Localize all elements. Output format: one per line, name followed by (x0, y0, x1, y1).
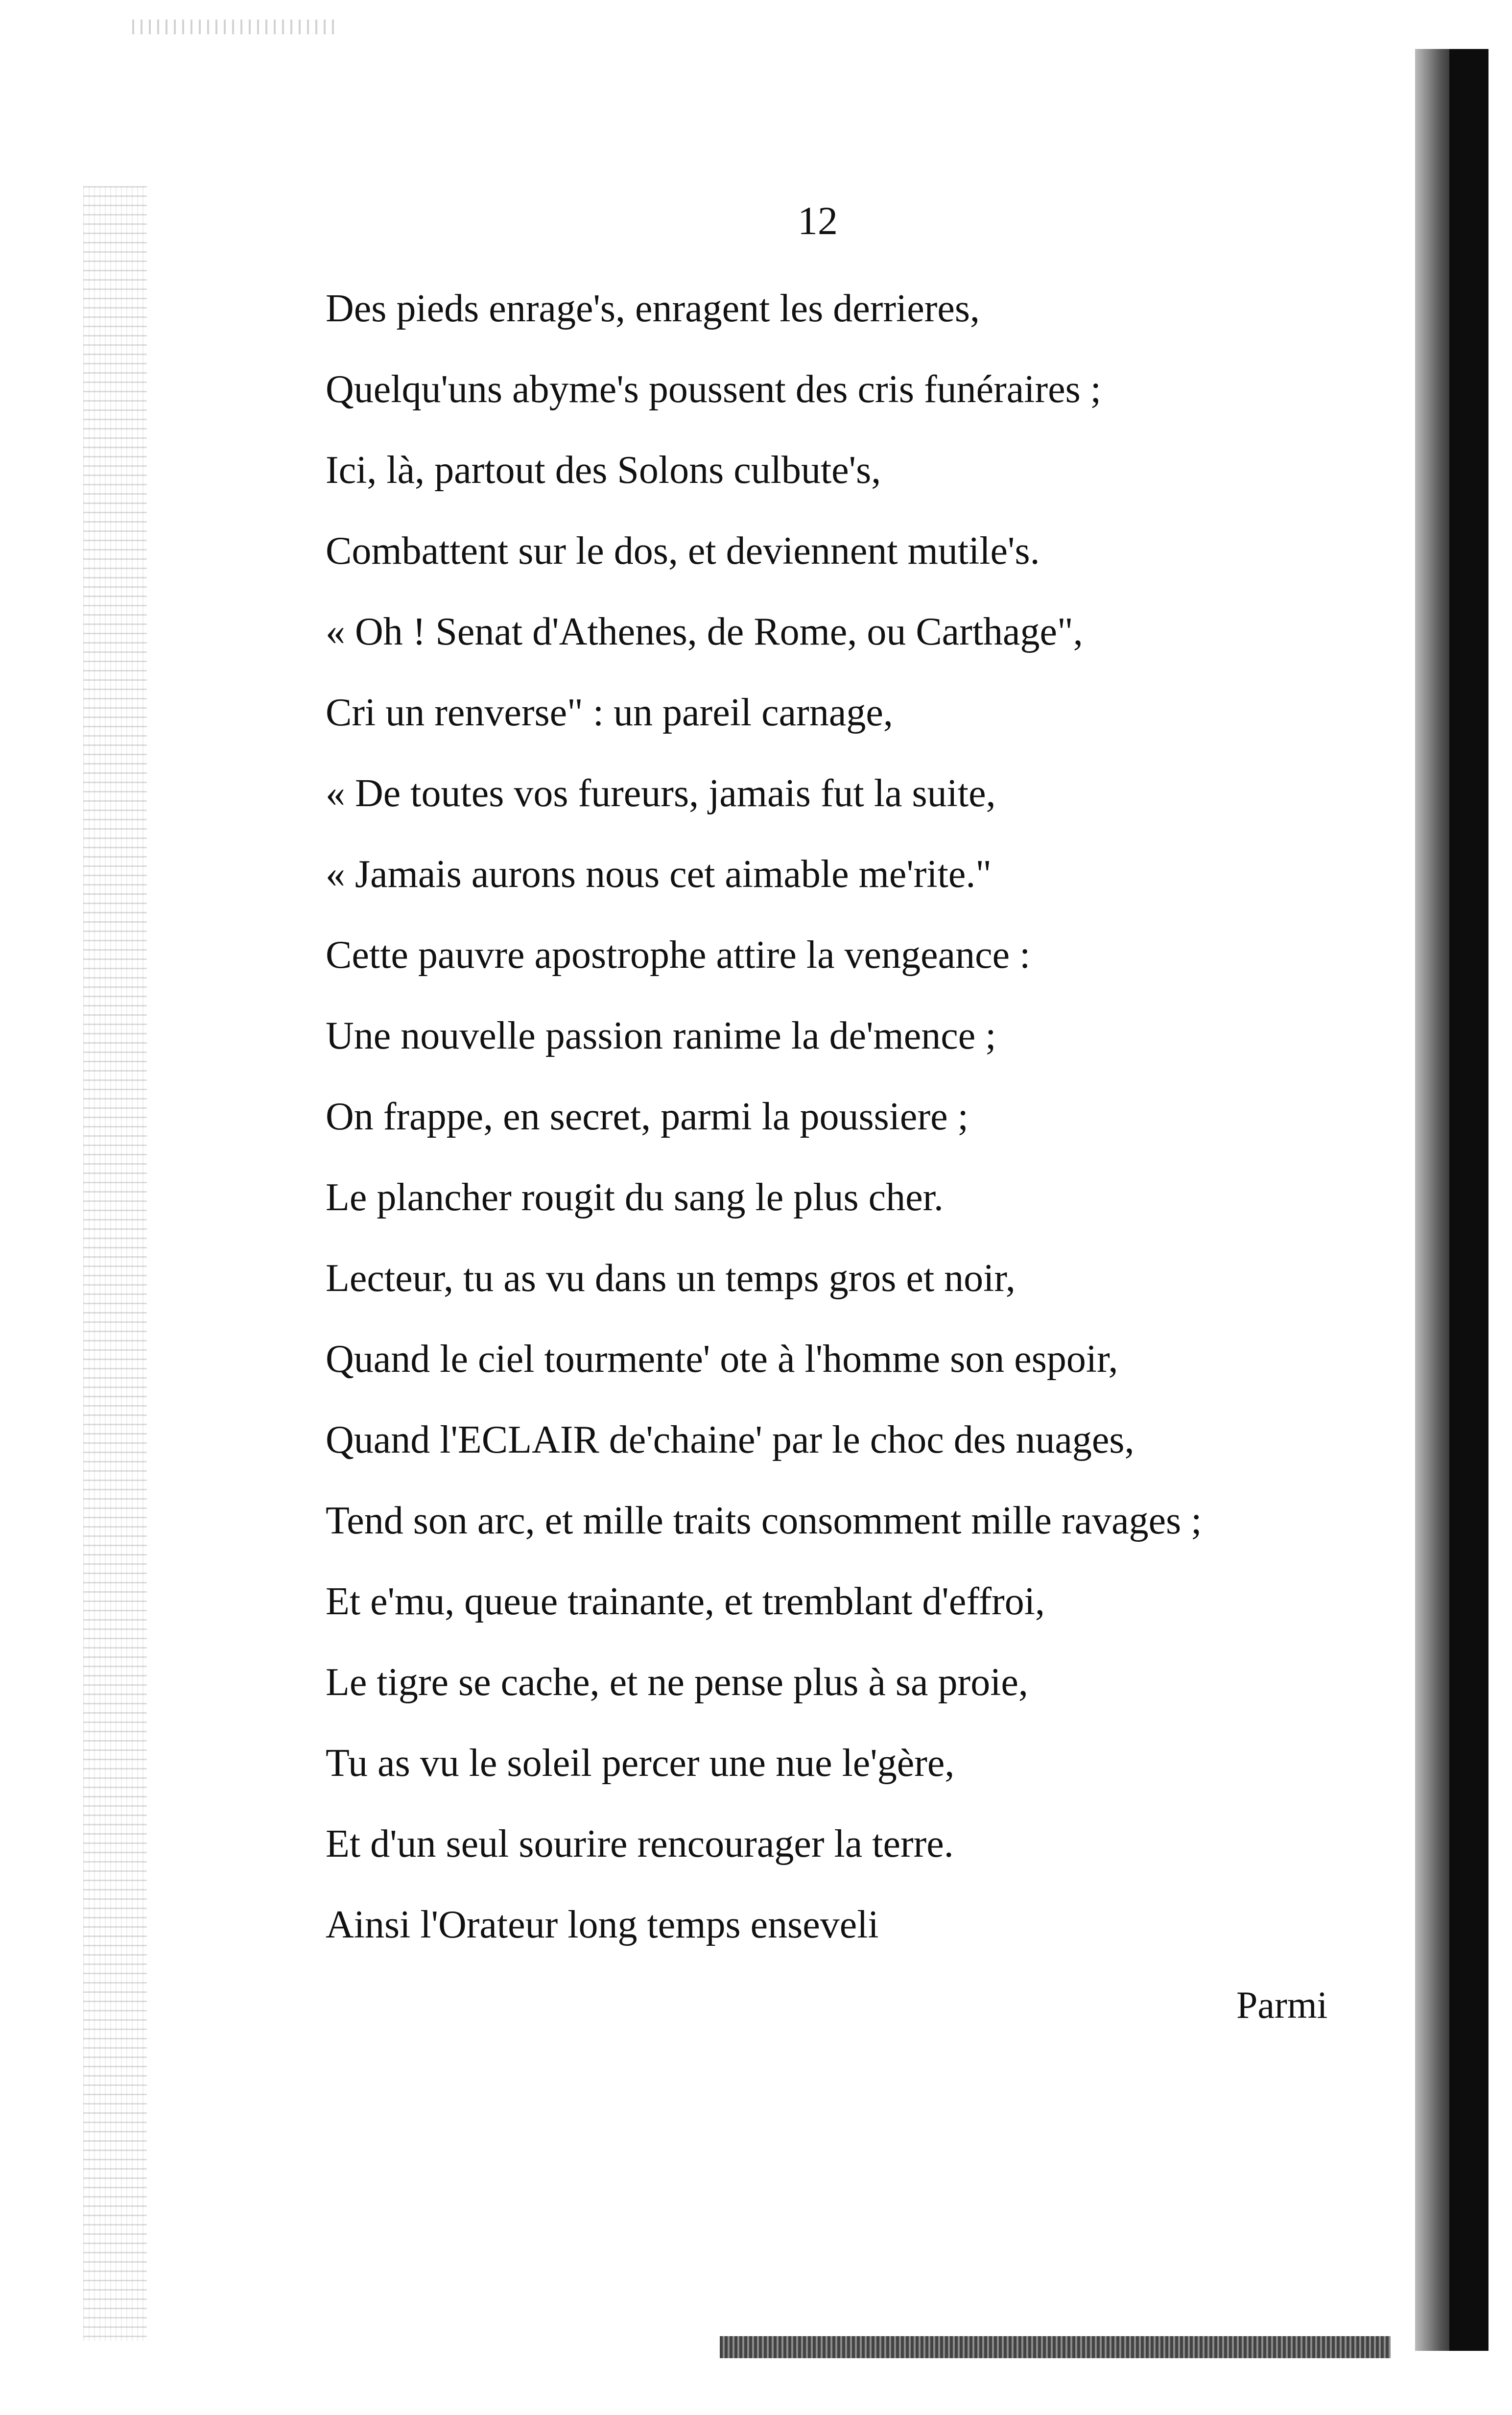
binding-edge-right-dark (1449, 49, 1488, 2351)
scan-specks (132, 20, 338, 34)
binding-edge-left (83, 186, 147, 2341)
poem-line: Tu as vu le soleil percer une nue le'gère, (326, 1742, 955, 1785)
poem-line: Et e'mu, queue trainante, et tremblant d'effroi, (326, 1580, 1045, 1623)
poem-line: Combattent sur le dos, et deviennent mutile's. (326, 529, 1040, 573)
poem-line: Et d'un seul sourire rencourager la terre. (326, 1822, 954, 1865)
poem-line: Cri un renverse" : un pareil carnage, (326, 691, 893, 734)
poem-line: Le plancher rougit du sang le plus cher. (326, 1176, 944, 1219)
poem-line: Cette pauvre apostrophe attire la vengeance : (326, 933, 1031, 977)
poem-line: Tend son arc, et mille traits consomment mille ravages ; (326, 1499, 1202, 1542)
poem-line: « De toutes vos fureurs, jamais fut la suite, (326, 772, 996, 815)
scan-bar-bottom (720, 2336, 1391, 2358)
poem-line: Lecteur, tu as vu dans un temps gros et noir, (326, 1257, 1016, 1300)
poem-line: On frappe, en secret, parmi la poussiere ; (326, 1095, 969, 1138)
poem-line: Quelqu'uns abyme's poussent des cris funéraires ; (326, 368, 1102, 411)
poem-line: « Oh ! Senat d'Athenes, de Rome, ou Carthage", (326, 610, 1083, 653)
poem-line: Ici, là, partout des Solons culbute's, (326, 449, 881, 492)
poem-line: Des pieds enrage's, enragent les derrieres, (326, 287, 980, 330)
poem-line: « Jamais aurons nous cet aimable me'rite." (326, 853, 992, 896)
poem-line: Ainsi l'Orateur long temps enseveli (326, 1903, 879, 1946)
page-number: 12 (798, 198, 838, 243)
poem-line: Une nouvelle passion ranime la de'mence ; (326, 1014, 996, 1057)
poem-line: Quand le ciel tourmente' ote à l'homme son espoir, (326, 1338, 1118, 1381)
poem-line: Quand l'ECLAIR de'chaine' par le choc des nuages, (326, 1418, 1134, 1461)
catchword: Parmi (1236, 1984, 1328, 2026)
poem-line: Le tigre se cache, et ne pense plus à sa proie, (326, 1661, 1028, 1704)
